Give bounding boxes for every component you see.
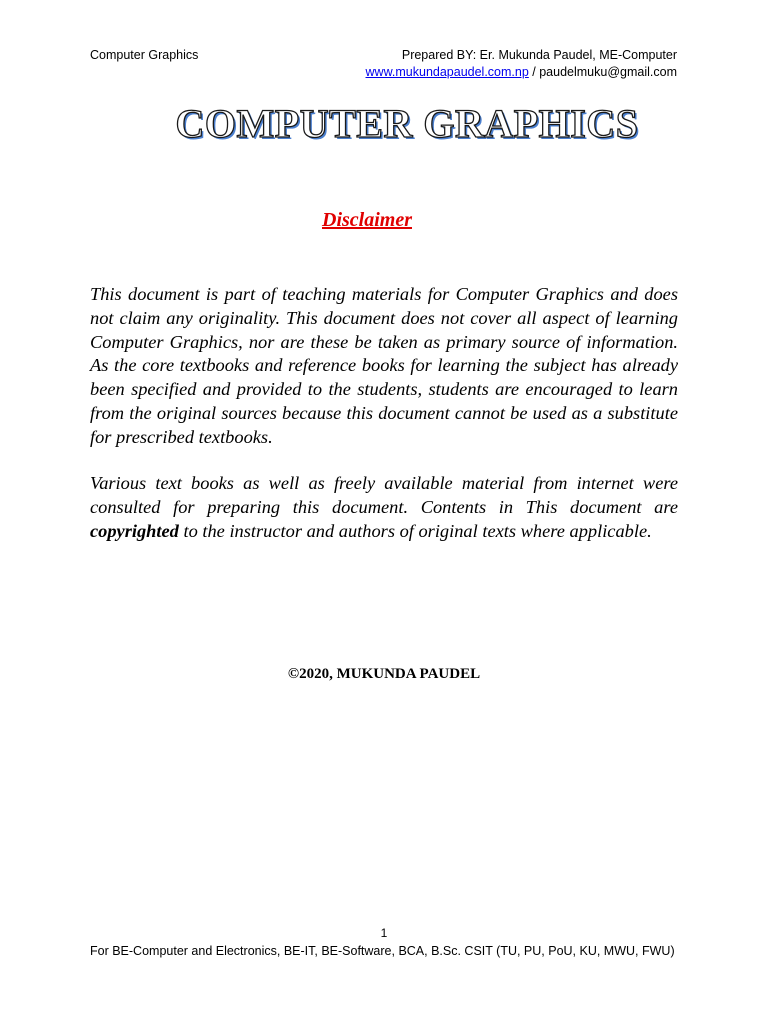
website-link[interactable]: www.mukundapaudel.com.np — [365, 65, 529, 79]
contact-separator: / — [528, 65, 540, 79]
copyrighted-emphasis: copyrighted — [90, 520, 179, 541]
paragraph-2-text-start: Various text books as well as freely available material from internet were consulted for preparing this document. Contents in This document are — [90, 473, 678, 517]
copyright-notice: ©2020, MUKUNDA PAUDEL — [287, 666, 481, 682]
disclaimer-paragraph-1: This document is part of teaching materials for Computer Graphics and does not claim any originality. This document does not cover all aspect of learning Computer Graphics, nor are these be taken as primary source of information. As the core textbooks and reference books for learning the subject has already been specified and provided to the students, students are encouraged to learn from the original sources because this document cannot be used as a substitute for prescribed textbooks. — [90, 284, 678, 447]
disclaimer-heading: Disclaimer — [322, 209, 412, 231]
header-author-block — [366, 47, 677, 81]
header-contact — [366, 64, 677, 81]
footer-audience: For BE-Computer and Electronics, BE-IT, BE-Software, BCA, B.Sc. CSIT (TU, PU, PoU, KU, MWU, FWU) — [90, 944, 675, 958]
header-subject: Computer Graphics — [90, 48, 199, 62]
email-text: paudelmuku@gmail.com — [539, 65, 677, 79]
page-number: 1 — [380, 926, 388, 940]
header-prepared-by: Prepared BY: Er. Mukunda Paudel, ME-Computer — [401, 48, 677, 62]
paragraph-2-text-end: to the instructor and authors of original texts where applicable. — [178, 520, 652, 541]
disclaimer-paragraph-2 — [90, 472, 678, 543]
document-title: COMPUTER GRAPHICS — [175, 101, 639, 146]
